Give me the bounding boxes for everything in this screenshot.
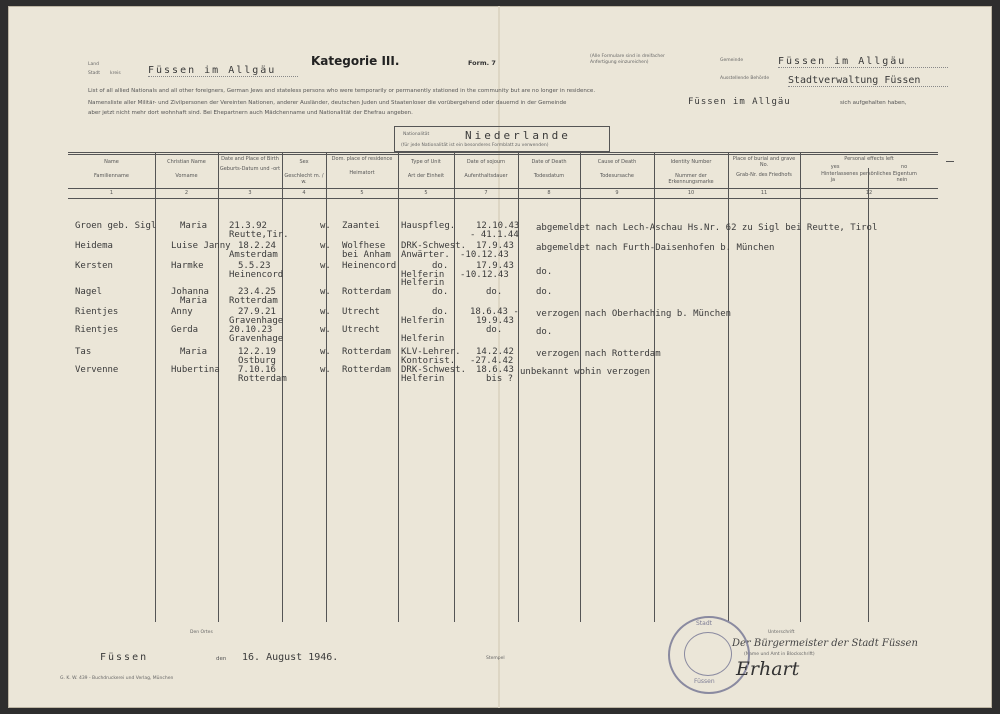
cell-sex: w. (320, 221, 331, 231)
cell-sex: w. (320, 347, 331, 357)
nationality-note: (für jede Nationalität ist ein besonderes Formblatt zu verwenden) (401, 143, 549, 148)
intro-line-2: Namensliste aller Militär- und Zivilpersonen der Vereinten Nationen, anderer Ausländer, deutschen Juden und Staatenloser die vorübergehend oder dauernd in der Gemeinde (88, 100, 567, 106)
cell-sojourn: 12.10.43 (476, 221, 520, 231)
col-number: 7 (484, 190, 488, 196)
cell-name: Heidema (75, 241, 113, 251)
cell-birth-date: 12.2.19 (238, 347, 276, 357)
col-header-birth: Date and Place of Birth Geburts-Datum und -ort (219, 156, 281, 172)
cell-birth-date: 27.9.21 (238, 307, 276, 317)
cell-sojourn: do. (486, 325, 503, 335)
cell-vorname: Maria (180, 347, 208, 357)
col-divider (868, 168, 869, 622)
col-number: 1 (109, 190, 114, 196)
cell-sojourn: 17.9.43 (476, 241, 514, 251)
col-number: 9 (615, 190, 619, 196)
cell-birth-place: Rotterdam (238, 374, 287, 384)
ort-label: Den Ortes (190, 630, 213, 635)
cell-sex: w. (320, 287, 331, 297)
cell-note: unbekannt wohin verzogen (520, 367, 651, 377)
cell-sex: w. (320, 325, 331, 335)
col-divider (282, 152, 283, 622)
intro-line-2-end: sich aufgehalten haben, (840, 100, 907, 106)
cell-birth-place: Gravenhage (229, 316, 284, 326)
cell-note: abgemeldet nach Lech-Aschau Hs.Nr. 62 zu Sigl bei Reutte, Tirol (536, 223, 878, 233)
cell-sojourn: 18.6.43 (476, 365, 514, 375)
cell-sojourn: -10.12.43 (460, 270, 509, 280)
cell-vorname: Anny (171, 307, 193, 317)
cell-birth-date: 21.3.92 (229, 221, 267, 231)
nationality-label: Nationalität (403, 132, 430, 137)
cell-name: Nagel (75, 287, 103, 297)
col-number: 2 (184, 190, 189, 196)
cell-unit-2: Helferin (401, 374, 445, 384)
col-number: 8 (547, 190, 551, 196)
corner-mark (946, 161, 954, 162)
cell-birth-place: Gravenhage (229, 334, 284, 344)
intro-place: Füssen im Allgäu (688, 97, 791, 107)
cell-vorname: Johanna (171, 287, 209, 297)
intro-line-3: aber jetzt nicht mehr dort wohnhaft sind. Bei Ehepartnern auch Mädchenname und Nationalität der Ehefrau angeben. (88, 110, 413, 116)
cell-vorname: Luise Janny (171, 241, 231, 251)
cell-vorname: Gerda (171, 325, 199, 335)
cell-unit-2: Helferin (401, 270, 445, 280)
cell-home: Zaantei (342, 221, 380, 231)
cell-vorname: Hubertina (171, 365, 220, 375)
footer-place: Füssen (100, 652, 149, 663)
mayor-note: (Name und Amt in Blockschrift) (744, 652, 815, 657)
form-number: Form. 7 (468, 59, 496, 67)
table-top-rule-2 (68, 154, 938, 155)
cell-unit-2: Helferin (401, 278, 445, 288)
table-top-rule (68, 152, 938, 153)
nationality-value: Niederlande (465, 129, 571, 142)
table-header-rule (68, 188, 938, 189)
cell-name: Groen geb. Sigl (75, 221, 157, 231)
form-sheet (8, 6, 992, 708)
kreis-label: kreis (110, 71, 121, 76)
cell-sojourn: - 41.1.44 (470, 230, 519, 240)
cell-birth-place: Ostburg (238, 356, 276, 366)
nationality-box (394, 126, 610, 152)
stamp-text-bottom: Füssen (694, 678, 715, 685)
cell-birth-date: 5.5.23 (238, 261, 271, 271)
cell-home-2: bei Anham (342, 250, 391, 260)
cell-name: Kersten (75, 261, 113, 271)
col-number: 10 (687, 190, 695, 196)
cell-sojourn: -27.4.42 (470, 356, 514, 366)
cell-note: do. (536, 287, 553, 297)
cell-home: Rotterdam (342, 365, 391, 375)
form-note: (Alle Formulare sind in dreifacher Anfertigung einzureichen) (590, 54, 665, 65)
den-label: den (216, 656, 227, 662)
cell-unit: Hauspfleg. (401, 221, 456, 231)
cell-birth-date: 23.4.25 (238, 287, 276, 297)
unterschrift-label: Unterschrift (768, 630, 795, 635)
cell-note: verzogen nach Rotterdam (536, 349, 661, 359)
col-header-residence: Dom. place of residence Heimatort (331, 156, 393, 176)
col-header-death-cause: Cause of Death Todesursache (597, 159, 637, 179)
col-header-name: Name Familienname (94, 159, 129, 179)
signature: Erhart (736, 658, 800, 680)
cell-note: abgemeldet nach Furth-Daisenhofen b. München (536, 243, 775, 253)
cell-birth-date: 7.10.16 (238, 365, 276, 375)
cell-vorname: Harmke (171, 261, 204, 271)
cell-name: Vervenne (75, 365, 119, 375)
col-number: 11 (760, 190, 768, 196)
cell-vorname-2: Maria (180, 296, 208, 306)
cell-home: Utrecht (342, 325, 380, 335)
cell-home: Wolfhese (342, 241, 386, 251)
cell-unit-2: Helferin (401, 316, 445, 326)
cell-birth-date: 20.10.23 (229, 325, 273, 335)
cell-home: Rotterdam (342, 347, 391, 357)
form-title: Kategorie III. (311, 54, 400, 68)
behoerde-label: Ausstellende Behörde (720, 76, 770, 81)
cell-unit: KLV-Lehrer. (401, 347, 461, 357)
cell-sojourn: 18.6.43 - (470, 307, 519, 317)
cell-note: verzogen nach Oberhaching b. München (536, 309, 732, 319)
cell-sex: w. (320, 261, 331, 271)
stadt-label: Stadt (88, 71, 100, 76)
cell-sojourn: 19.9.43 (476, 316, 514, 326)
col-number: 5 (360, 190, 364, 196)
cell-unit-2: Helferin (401, 334, 445, 344)
col-divider (218, 152, 219, 622)
cell-unit: do. (432, 287, 449, 297)
table-number-rule (68, 198, 938, 199)
col-header-death-date: Date of Death Todesdatum (531, 159, 567, 179)
cell-unit: DRK-Schwest. (401, 365, 467, 375)
cell-unit: DRK-Schwest. (401, 241, 467, 251)
intro-line-1: List of all allied Nationals and all other foreigners, German Jews and stateless persons who were temporarily or permanently stationed in the community but are no longer in residence. (88, 88, 596, 94)
col-number: 4 (302, 190, 306, 196)
cell-home: Utrecht (342, 307, 380, 317)
cell-birth-place: Amsterdam (229, 250, 278, 260)
stempel-label: Stempel (486, 656, 505, 661)
printer-note: G. K. W. 439 - Buchdruckerei und Verlag, München (60, 676, 174, 681)
cell-sojourn: 14.2.42 (476, 347, 514, 357)
behoerde-value: Stadtverwaltung Füssen (788, 75, 948, 87)
col-header-effects: Personal effects left yes no Hinterlassenes persönliches Eigentum ja nein (821, 156, 917, 183)
cell-sojourn: do. (486, 287, 503, 297)
cell-name: Rientjes (75, 325, 119, 335)
col-divider (398, 152, 399, 622)
cell-sojourn: -10.12.43 (460, 250, 509, 260)
cell-birth-place: Heinencord (229, 270, 284, 280)
land-label: Land (88, 62, 99, 67)
cell-birth-date: 18.2.24 (238, 241, 276, 251)
cell-birth-place: Reutte,Tir. (229, 230, 289, 240)
gemeinde-label: Gemeinde (720, 58, 744, 63)
cell-name: Rientjes (75, 307, 119, 317)
col-header-sex: Sex Geschlecht m. / w. (284, 159, 324, 185)
cell-birth-place: Rotterdam (229, 296, 278, 306)
cell-sex: w. (320, 365, 331, 375)
cell-note: do. (536, 327, 553, 337)
cell-sex: w. (320, 241, 331, 251)
col-number: 12 (865, 190, 873, 196)
footer-date: 16. August 1946. (242, 652, 339, 663)
cell-sojourn: 17.9.43 (476, 261, 514, 271)
col-header-burial: Place of burial and grave No. Grab-Nr. des Friedhofs (732, 156, 796, 178)
official-stamp (668, 616, 750, 694)
cell-note: do. (536, 267, 553, 277)
cell-unit-2: Anwärter. (401, 250, 450, 260)
cell-home: Rotterdam (342, 287, 391, 297)
col-number: 3 (248, 190, 252, 196)
cell-unit: do. (432, 307, 449, 317)
col-header-vorname: Christian Name Vorname (167, 159, 206, 179)
cell-unit-2: Kontorist. (401, 356, 456, 366)
cell-name: Tas (75, 347, 92, 357)
cell-sex: w. (320, 307, 331, 317)
place-value: Füssen im Allgäu (148, 65, 298, 77)
mayor-line: Der Bürgermeister der Stadt Füssen (732, 638, 918, 649)
cell-vorname: Maria (180, 221, 208, 231)
stamp-text-top: Stadt (696, 620, 712, 627)
col-number: 5 (424, 190, 428, 196)
cell-unit: do. (432, 261, 449, 271)
stamp-emblem (684, 632, 732, 676)
cell-sojourn: bis ? (486, 374, 514, 384)
col-header-identity: Identity Number Nummer der Erkennungsmarke (668, 159, 714, 185)
cell-home: Heinencord (342, 261, 397, 271)
gemeinde-value: Füssen im Allgäu (778, 56, 948, 68)
col-header-sojourn: Date of sojourn Aufenthaltsdauer (464, 159, 508, 179)
col-header-unit: Type of Unit Art der Einheit (407, 159, 445, 179)
